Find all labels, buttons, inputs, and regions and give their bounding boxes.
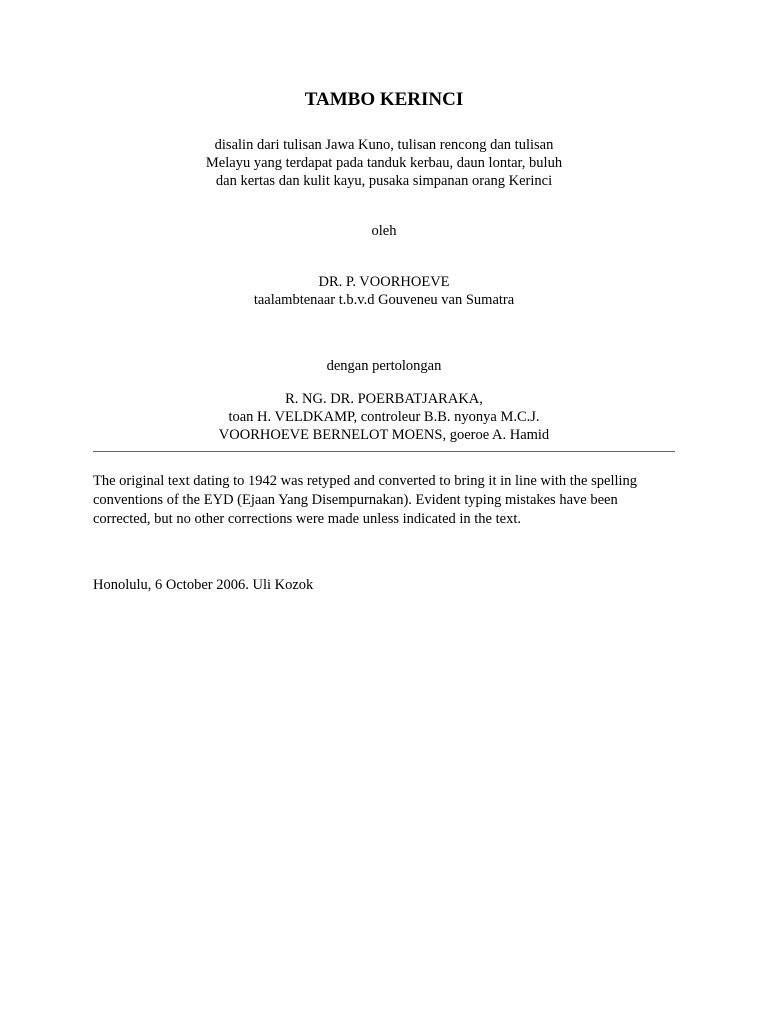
editorial-note	[93, 472, 693, 529]
author-name: DR. P. VOORHOEVE	[318, 274, 450, 290]
author-position: taalambtenaar t.b.v.d Gouveneu van Sumatra	[253, 292, 515, 308]
helper-line: VOORHOEVE BERNELOT MOENS, goeroe A. Hamid	[218, 427, 550, 443]
note-line: The original text dating to 1942 was retyped and converted to bring it in line with the spelling	[93, 473, 638, 489]
with-help-label: dengan pertolongan	[326, 358, 442, 374]
subtitle-line: dan kertas dan kulit kayu, pusaka simpanan orang Kerinci	[215, 173, 553, 189]
helper-line: R. NG. DR. POERBATJARAKA,	[285, 391, 483, 407]
document-title: TAMBO KERINCI	[304, 89, 464, 110]
subtitle-line: Melayu yang terdapat pada tanduk kerbau, daun lontar, buluh	[205, 155, 563, 171]
by-label: oleh	[371, 223, 397, 239]
author-block	[0, 273, 768, 309]
subtitle-line: disalin dari tulisan Jawa Kuno, tulisan rencong dan tulisan	[214, 137, 554, 153]
note-line: conventions of the EYD (Ejaan Yang Disempurnakan). Evident typing mistakes have been	[93, 492, 618, 508]
helper-line: toan H. VELDKAMP, controleur B.B. nyonya M.C.J.	[228, 409, 540, 425]
note-line: corrected, but no other corrections were made unless indicated in the text.	[93, 511, 521, 527]
horizontal-divider	[93, 451, 675, 452]
helpers-block	[0, 390, 768, 444]
signoff: Honolulu, 6 October 2006. Uli Kozok	[93, 577, 314, 593]
subtitle-block	[0, 136, 768, 190]
